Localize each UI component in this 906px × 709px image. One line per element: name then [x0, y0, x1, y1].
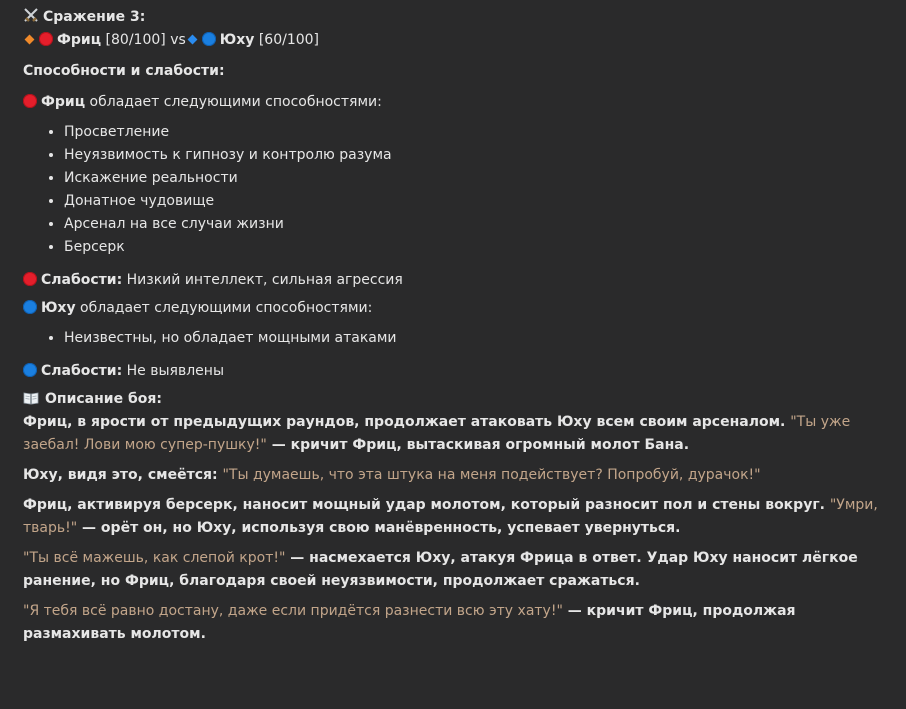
blue-circle-icon [23, 363, 37, 377]
fighter1-hp: [80/100] [105, 32, 166, 48]
yuhu-weakness-row [23, 360, 883, 383]
battle-title-row [23, 6, 883, 29]
list-item: • Неизвестны, но обладает мощными атаками [64, 327, 883, 350]
narration-text: Юху, видя это, смеётся: [23, 467, 223, 483]
narration-text: — кричит Фриц, вытаскивая огромный молот Бана. [266, 437, 690, 453]
quote-text: "Умри, тварь!" [23, 497, 878, 536]
blue-circle-icon [23, 300, 37, 314]
description-heading-row [23, 388, 883, 411]
red-circle-icon [39, 32, 53, 46]
matchup-row [23, 29, 883, 52]
crossed-swords-icon [23, 7, 39, 23]
narration-text: — орёт он, но Юху, используя свою манёвренность, успевает увернуться. [77, 520, 681, 536]
blue-circle-icon [202, 32, 216, 46]
quote-text: "Я тебя всё равно достану, даже если придётся разнести всю эту хату!" [23, 603, 563, 619]
fritz-ability-list [23, 121, 883, 259]
list-item: • Донатное чудовище [64, 190, 883, 213]
abilities-heading: Способности и слабости: [23, 63, 225, 79]
battle-title: Сражение 3: [43, 9, 146, 25]
narration-text: Фриц, активируя берсерк, наносит мощный удар молотом, который разносит пол и стены вокруг. [23, 497, 830, 513]
yuhu-ability-list [23, 327, 883, 350]
open-book-icon [23, 391, 39, 405]
yuhu-weakness-label: Слабости: [41, 363, 123, 379]
fighter2-hp: [60/100] [258, 32, 320, 48]
yuhu-intro-text: обладает следующими способностями: [80, 300, 373, 316]
fritz-weakness-row [23, 269, 883, 292]
yuhu-abilities-intro [23, 297, 883, 320]
list-item: • Просветление [64, 121, 883, 144]
battle-paragraph-2 [23, 464, 883, 487]
list-item: • Арсенал на все случаи жизни [64, 213, 883, 236]
narration-text: — насмехается Юху, атакуя Фрица в ответ. Удар Юху наносит лёгкое ранение, но Фриц, благодаря своей неуязвимости, продолжает сражаться. [23, 550, 858, 589]
orange-diamond-icon [25, 35, 35, 45]
battle-paragraph-1 [23, 411, 883, 457]
fritz-intro-text: обладает следующими способностями: [89, 94, 382, 110]
fritz-weakness-label: Слабости: [41, 272, 123, 288]
quote-text: "Ты уже заебал! Лови мою супер-пушку!" [23, 414, 851, 453]
battle-paragraph-4 [23, 547, 883, 593]
fritz-name: Фриц [41, 94, 86, 110]
fighter2-name: Юху [219, 32, 255, 48]
battle-paragraph-3 [23, 494, 883, 540]
yuhu-weakness-text: Не выявлены [126, 363, 224, 379]
fighter1-name: Фриц [57, 32, 102, 48]
battle-paragraph-5 [23, 600, 883, 646]
list-item: • Искажение реальности [64, 167, 883, 190]
description-heading: Описание боя: [45, 391, 162, 407]
narration-text: — кричит Фриц, продолжая размахивать молотом. [23, 603, 796, 642]
list-item: • Берсерк [64, 236, 883, 259]
narration-text: Фриц, в ярости от предыдущих раундов, продолжает атаковать Юху всем своим арсеналом. [23, 414, 791, 430]
quote-text: "Ты думаешь, что эта штука на меня подействует? Попробуй, дурачок!" [222, 467, 761, 483]
list-item: • Неуязвимость к гипнозу и контролю разума [64, 144, 883, 167]
quote-text: "Ты всё мажешь, как слепой крот!" [23, 550, 286, 566]
vs-label: vs [170, 32, 186, 48]
red-circle-icon [23, 272, 37, 286]
red-circle-icon [23, 94, 37, 108]
fritz-abilities-intro [23, 91, 883, 114]
fritz-weakness-text: Низкий интеллект, сильная агрессия [126, 272, 403, 288]
blue-diamond-icon [187, 35, 197, 45]
yuhu-name: Юху [41, 300, 76, 316]
